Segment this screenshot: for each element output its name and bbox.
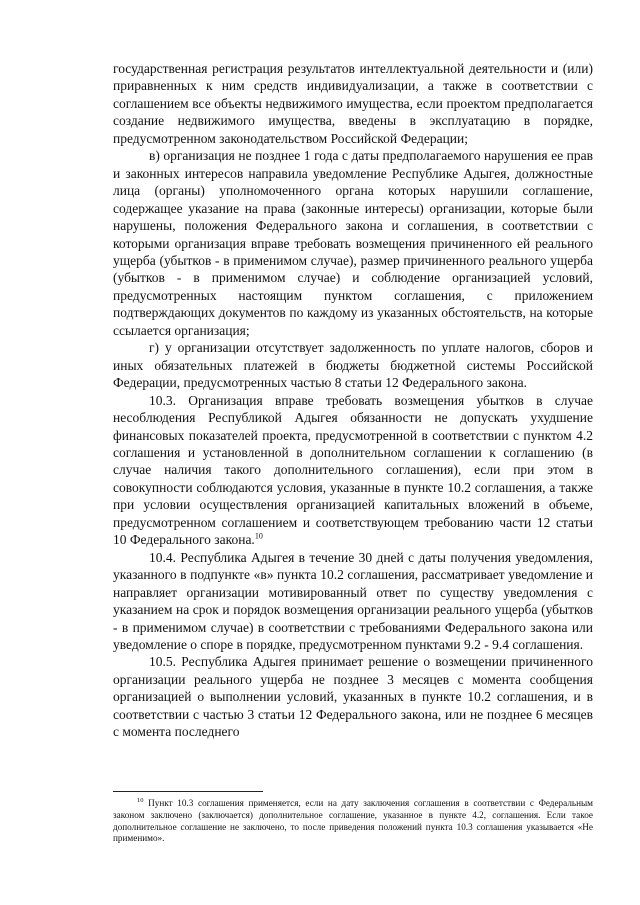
paragraph-10-3 — [113, 392, 593, 549]
footnote-number: 10 — [137, 796, 144, 804]
footnote — [113, 798, 593, 845]
paragraph-item-g: г) у организации отсутствует задолженность по уплате налогов, сборов и иных обязательных платежей в бюджеты бюджетной системы Российской Федерации, предусмотренных частью 8 статьи 12 Федерального закона. — [113, 340, 593, 391]
paragraph-10-5: 10.5. Республика Адыгея принимает решение о возмещении причиненного организации реального ущерба не позднее 3 месяцев с момента сообщения организацией о выполнении условий, указанных в пункте 10.2 соглашения, и в соответствии с частью 3 статьи 12 Федерального закона, или не позднее 6 месяцев с момента последнего — [113, 654, 593, 740]
footnote-reference: 10 — [254, 531, 263, 541]
paragraph-10-4: 10.4. Республика Адыгея в течение 30 дней с даты получения уведомления, указанного в подпункте «в» пункта 10.2 соглашения, рассматривает уведомление и направляет организации мотивированный ответ по существу уведомления с указанием на срок и порядок возмещения организации реального ущерба (убытков - в применимом случае) в соответствии с требованиями Федерального закона или уведомление о споре в порядке, предусмотренном пунктами 9.2 - 9.4 соглашения. — [113, 549, 593, 652]
paragraph-continuation: государственная регистрация результатов интеллектуальной деятельности и (или) приравненных к ним средств индивидуализации, а также в соответствии с соглашением все объекты недвижимого имущества, если проектом предполагается создание недвижимого имущества, введены в эксплуатацию в порядке, предусмотренном законодательством Российской Федерации; — [113, 61, 593, 146]
document-body — [113, 60, 593, 741]
footnote-text: Пункт 10.3 соглашения применяется, если на дату заключения соглашения в соответствии с Федеральным законом заключено (заключается) дополнительное соглашение, указанное в пункте 4.2, соглашения. Если такое дополнительное соглашение не заключено, то после приведения положений пункта 10.3 соглашения указывается «Не применимо». — [113, 798, 593, 844]
paragraph-item-v: в) организация не позднее 1 года с даты предполагаемого нарушения ее прав и законных интересов направила уведомление Республике Адыгея, должностные лица (органы) уполномоченного органа которых нарушили соглашение, содержащее указание на права (законные интересы) организации, которые были нарушены, положения Федерального закона и соглашения, в соответствии с которыми организация вправе требовать возмещения причиненного ей реального ущерба (убытков - в применимом случае), размер причиненного реального ущерба (убытков - в применимом случае) и соблюдение организацией условий, предусмотренных настоящим пунктом соглашения, с приложением подтверждающих документов по каждому из указанных обстоятельств, на которые ссылается организация; — [113, 148, 593, 338]
footnote-separator — [113, 791, 263, 792]
paragraph-10-3-text: 10.3. Организация вправе требовать возмещения убытков в случае несоблюдения Республикой Адыгея обязанности не допускать ухудшение финансовых показателей проекта, предусмотренной в соответствии с пунктом 4.2 соглашения и установленной в дополнительном соглашении к соглашению (в случае наличия такого дополнительного соглашения), если при этом в совокупности соблюдаются условия, указанные в пункте 10.2 соглашения, а также при условии осуществления организацией капитальных вложений в объеме, предусмотренном соглашением и соответствующем требованию части 12 статьи 10 Федерального закона. — [113, 392, 593, 548]
